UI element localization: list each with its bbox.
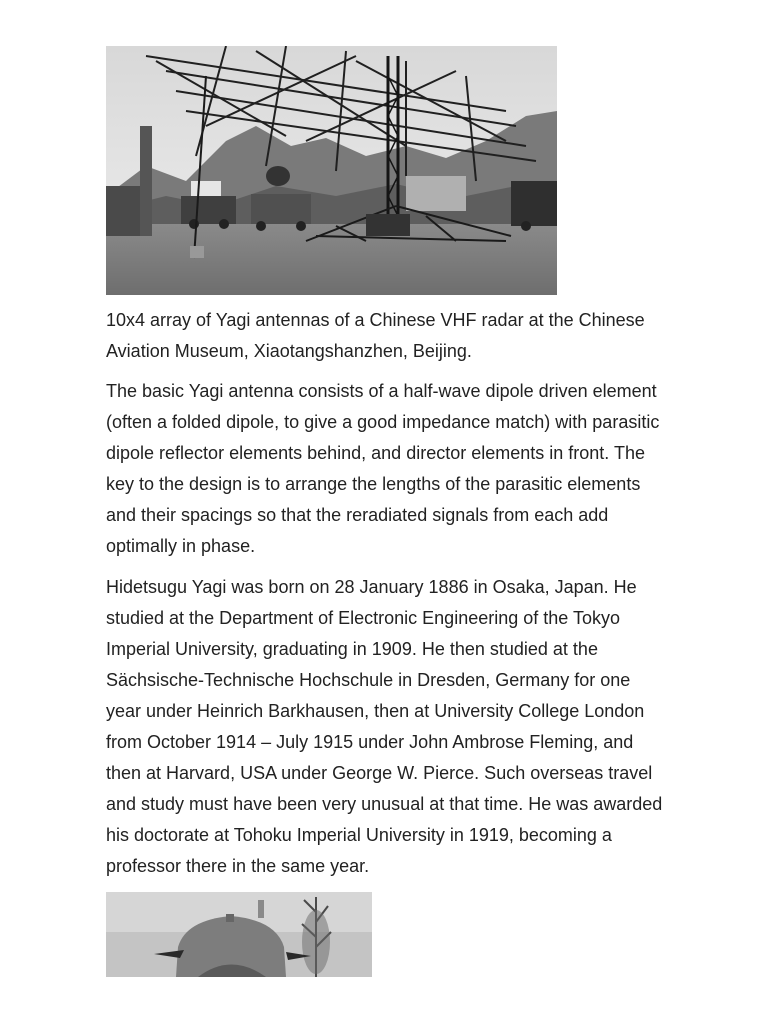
radar-antenna-photo	[106, 46, 557, 295]
radar-antenna-illustration	[106, 46, 557, 295]
paragraph-hidetsugu-yagi-biography: Hidetsugu Yagi was born on 28 January 1886 in Osaka, Japan. He studied at the Department of Electronic Engineering of the Tokyo Imperial University, graduating in 1909. He then studied at the Sächsische-Technische Hochschule in Dresden, Germany for one year under Heinrich Barkhausen, then at University College London from October 1914 – July 1915 under John Ambrose Fleming, and then at Harvard, USA under George W. Pierce. Such overseas travel and study must have been very unusual at that time. He was awarded his doctorate at Tohoku Imperial University in 1919, becoming a professor there in the same year.	[106, 577, 663, 876]
image-caption: 10x4 array of Yagi antennas of a Chinese VHF radar at the Chinese Aviation Museum, Xiaotangshanzhen, Beijing.	[106, 310, 645, 361]
paragraph-yagi-antenna: The basic Yagi antenna consists of a half-wave dipole driven element (often a folded dipole, to give a good impedance match) with parasitic dipole reflector elements behind, and director elements in front. The key to the design is to arrange the lengths of the parasitic elements and their spacings so that the reradiated signals from each add optimally in phase.	[106, 381, 660, 556]
yagi-bust-photo	[106, 892, 372, 977]
bust-illustration	[106, 892, 372, 977]
